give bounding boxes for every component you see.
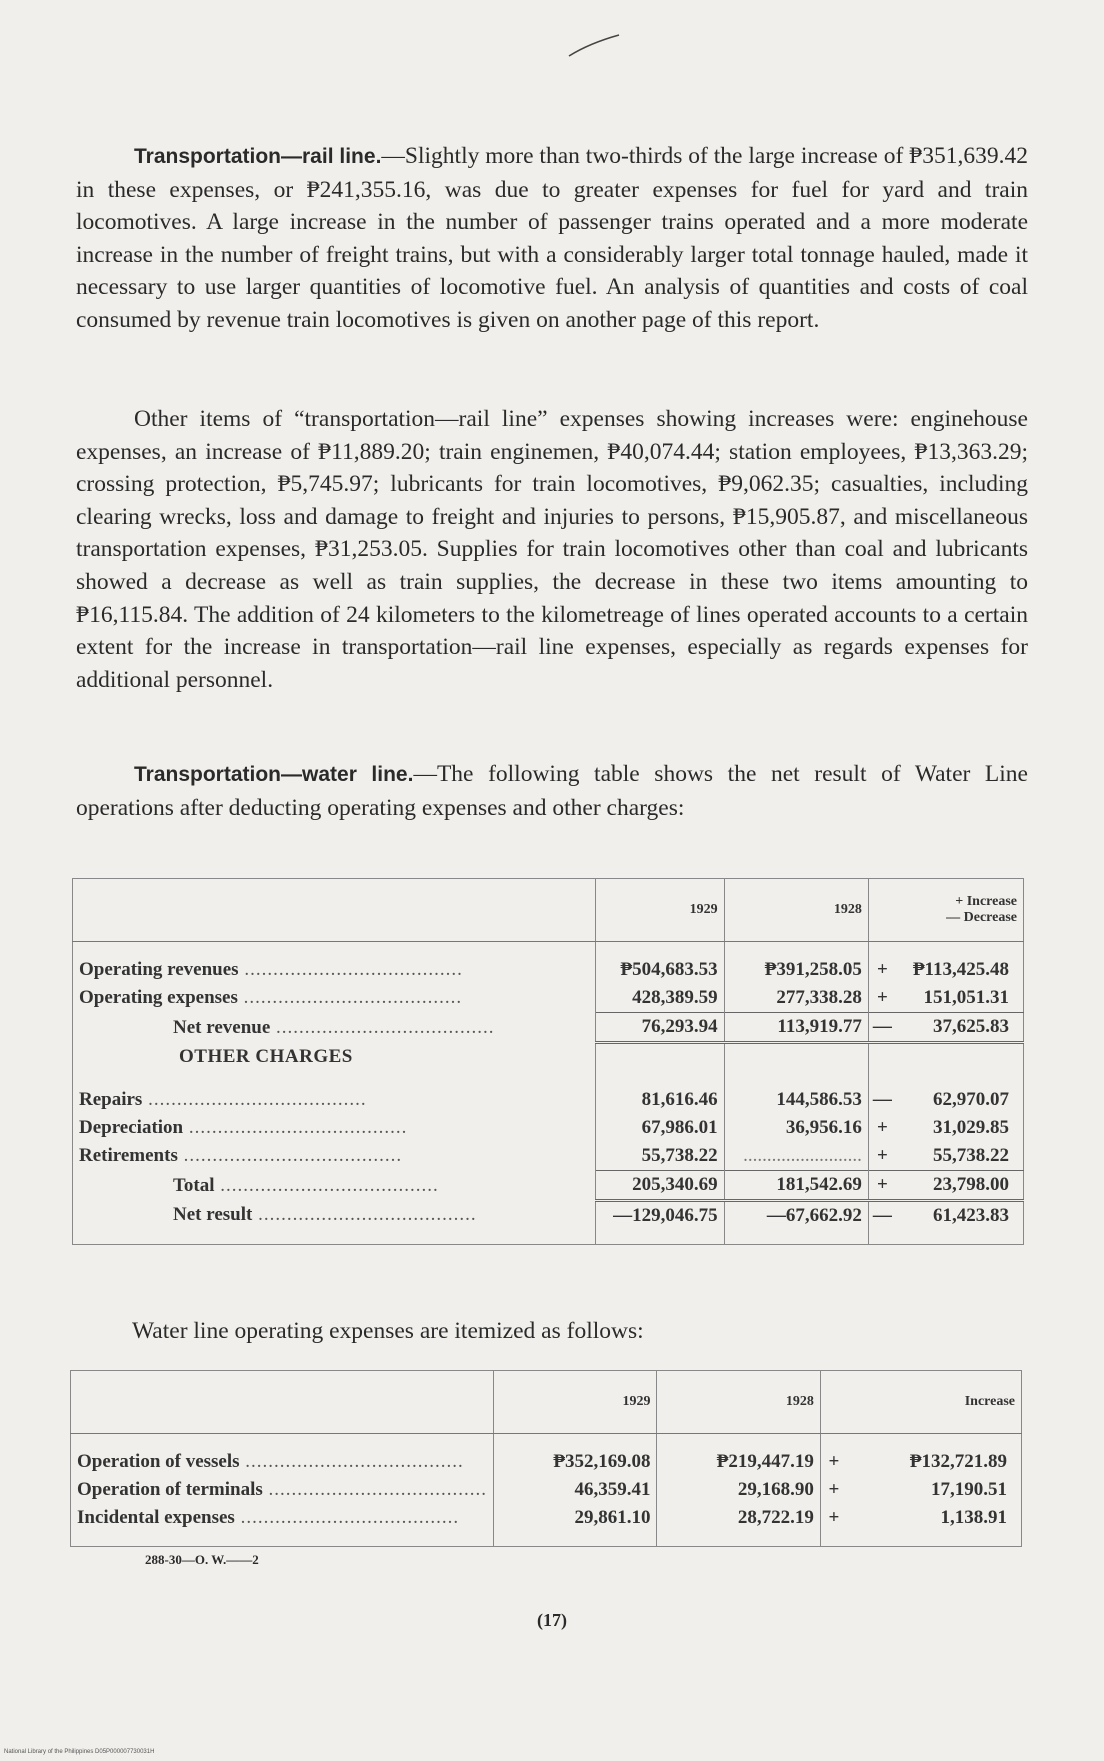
water-line-expenses-table: [70, 1370, 1022, 1547]
table-row: Net result ..... —129,046.75 —67,662.92 — 61,423.83: [73, 1201, 1024, 1231]
page-number: (17): [537, 1610, 567, 1630]
pen-mark-icon: [565, 32, 625, 62]
rail-line-heading: Transportation—rail line.: [134, 145, 382, 168]
table-row: Total ..... 205,340.69 181,542.69 + 23,798.00: [73, 1171, 1024, 1201]
other-items-body: Other items of “transportation—rail line” expenses showing increases were: enginehouse expenses, an increase of ₱11,889.20; train enginemen, ₱40,074.44; station employees, ₱13,363.29; crossing protection, ₱5,745.97; lubricants for train locomotives, ₱9,062.35; casualties, including clearing wrecks, loss and damage to freight and injuries to persons, ₱15,905.87, and miscellaneous transportation expenses, ₱31,253.05. Supplies for train locomotives other than coal and lubricants showed a decrease as well as train supplies, the decrease in these two items amounting to ₱16,115.84. The addition of 24 kilometers to the kilometreage of lines operated accounts to a certain extent for the increase in transportation—rail line expenses, especially as regards expenses for additional personnel.: [76, 406, 1028, 693]
table-row: Repairs ..... 81,616.46 144,586.53 — 62,970.07: [73, 1086, 1024, 1114]
paragraph-rail-line: [76, 140, 1028, 337]
col-increase: Increase: [820, 1371, 1021, 1434]
paragraph-water-line: [76, 758, 1028, 824]
table-row: Retirements ..... 55,738.22 ......................... + 55,738.22: [73, 1142, 1024, 1171]
col-1929: 1929: [494, 1371, 657, 1434]
col-1929: 1929: [596, 879, 725, 942]
table-row: Operating revenues ..... ₱504,683.53 ₱391,258.05 + ₱113,425.48: [73, 956, 1024, 984]
table-header-row: [73, 879, 1024, 942]
table2-caption: Water line operating expenses are itemized as follows:: [132, 1318, 644, 1344]
water-line-heading: Transportation—water line.: [134, 763, 414, 786]
table-row: Operation of terminals ..... 46,359.41 29,168.90 + 17,190.51: [71, 1476, 1022, 1504]
table-row: Operation of vessels ..... ₱352,169.08 ₱219,447.19 + ₱132,721.89: [71, 1448, 1022, 1476]
archive-footer: National Library of the Philippines D05P000007730031H: [4, 1749, 155, 1755]
water-line-body: —The following table shows the net result of Water Line operations after deducting operating expenses and other charges:: [76, 761, 1028, 821]
rail-line-body: —Slightly more than two-thirds of the large increase of ₱351,639.42 in these expenses, or ₱241,355.16, was due to greater expenses for fuel for yard and train locomotives. A large increase in the number of passenger trains operated and a more moderate increase in the number of freight trains, but with a considerably larger total tonnage hauled, made it necessary to use larger quantities of locomotive fuel. An analysis of quantities and costs of coal consumed by revenue train locomotives is given on another page of this report.: [76, 143, 1028, 333]
col-change: + Increase — Decrease: [868, 879, 1023, 942]
table-row: Depreciation ..... 67,986.01 36,956.16 + 31,029.85: [73, 1114, 1024, 1142]
table-section-row: OTHER CHARGES: [73, 1043, 1024, 1073]
table-row: Net revenue ..... 76,293.94 113,919.77 — 37,625.83: [73, 1013, 1024, 1043]
table-row: Operating expenses ..... 428,389.59 277,338.28 + 151,051.31: [73, 984, 1024, 1013]
print-code: 288-30—O. W.——2: [145, 1552, 259, 1567]
paragraph-other-items: [76, 403, 1028, 696]
col-1928: 1928: [724, 879, 868, 942]
table-row: Incidental expenses ..... 29,861.10 28,722.19 + 1,138.91: [71, 1504, 1022, 1532]
water-line-result-table: [72, 878, 1024, 1245]
table-header-row: [71, 1371, 1022, 1434]
col-1928: 1928: [657, 1371, 820, 1434]
